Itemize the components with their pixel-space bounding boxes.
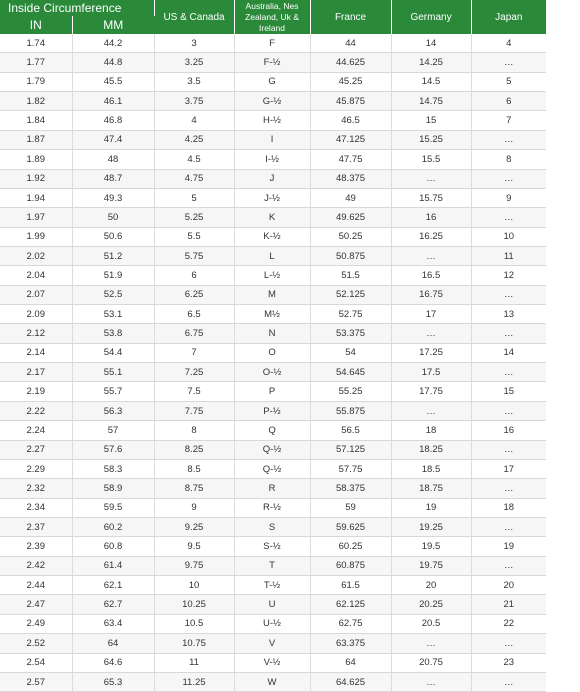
inches-cell: 2.32 [0, 479, 72, 498]
millimeters-cell: 56.3 [72, 401, 154, 420]
france-cell: 45.875 [310, 92, 391, 111]
japan-cell: 4 [471, 34, 546, 53]
table-row [0, 382, 546, 401]
france-cell: 54.645 [310, 363, 391, 382]
table-row [0, 401, 546, 420]
inches-cell: 2.47 [0, 595, 72, 614]
france-cell: 47.125 [310, 130, 391, 149]
table-row [0, 34, 546, 53]
table-row [0, 634, 546, 653]
germany-cell: 18 [391, 421, 471, 440]
germany-cell: 18.25 [391, 440, 471, 459]
australia-nz-uk-cell: Q [234, 421, 310, 440]
millimeters-cell: 59.5 [72, 498, 154, 517]
us-canada-cell: 7.75 [154, 401, 234, 420]
us-canada-cell: 7.25 [154, 363, 234, 382]
france-cell: 64 [310, 653, 391, 672]
millimeters-cell: 58.9 [72, 479, 154, 498]
us-canada-cell: 3.75 [154, 92, 234, 111]
japan-cell: 12 [471, 266, 546, 285]
germany-header: Germany [391, 0, 471, 34]
millimeters-cell: 46.1 [72, 92, 154, 111]
millimeters-cell: 60.2 [72, 517, 154, 536]
japan-cell: … [471, 634, 546, 653]
inches-cell: 2.02 [0, 246, 72, 265]
inches-cell: 2.57 [0, 672, 72, 691]
millimeters-cell: 64 [72, 634, 154, 653]
us-canada-cell: 5.75 [154, 246, 234, 265]
us-canada-cell: 11.25 [154, 672, 234, 691]
us-canada-cell: 8.5 [154, 459, 234, 478]
table-row [0, 479, 546, 498]
france-cell: 57.125 [310, 440, 391, 459]
japan-cell: … [471, 517, 546, 536]
australia-nz-uk-cell: I-½ [234, 150, 310, 169]
inches-cell: 2.19 [0, 382, 72, 401]
france-cell: 54 [310, 343, 391, 362]
us-canada-cell: 10.25 [154, 595, 234, 614]
france-cell: 44 [310, 34, 391, 53]
inches-cell: 2.22 [0, 401, 72, 420]
japan-cell: 10 [471, 227, 546, 246]
table-row [0, 53, 546, 72]
japan-cell: 11 [471, 246, 546, 265]
millimeters-cell: 55.1 [72, 363, 154, 382]
australia-nz-uk-cell: L [234, 246, 310, 265]
germany-cell: 20 [391, 576, 471, 595]
japan-cell: 20 [471, 576, 546, 595]
table-row [0, 111, 546, 130]
australia-nz-uk-cell: K-½ [234, 227, 310, 246]
australia-nz-uk-cell: O [234, 343, 310, 362]
us-canada-cell: 9.75 [154, 556, 234, 575]
millimeters-cell: 49.3 [72, 188, 154, 207]
germany-cell: … [391, 324, 471, 343]
germany-cell: … [391, 401, 471, 420]
japan-cell: 23 [471, 653, 546, 672]
australia-nz-uk-cell: V-½ [234, 653, 310, 672]
australia-nz-uk-cell: M [234, 285, 310, 304]
us-canada-cell: 10.75 [154, 634, 234, 653]
millimeters-cell: 62.7 [72, 595, 154, 614]
australia-nz-uk-cell: V [234, 634, 310, 653]
inches-cell: 2.24 [0, 421, 72, 440]
japan-cell: … [471, 479, 546, 498]
france-cell: 57.75 [310, 459, 391, 478]
france-cell: 52.75 [310, 305, 391, 324]
table-row [0, 246, 546, 265]
japan-cell: … [471, 285, 546, 304]
germany-cell: 17 [391, 305, 471, 324]
germany-cell: 15 [391, 111, 471, 130]
millimeters-cell: 50.6 [72, 227, 154, 246]
germany-cell: 15.25 [391, 130, 471, 149]
inches-cell: 2.39 [0, 537, 72, 556]
japan-cell: 6 [471, 92, 546, 111]
millimeters-cell: 57 [72, 421, 154, 440]
australia-nz-uk-cell: U [234, 595, 310, 614]
inside-circumference-header: Inside Circumference [0, 0, 154, 16]
japan-cell: 9 [471, 188, 546, 207]
japan-cell: 14 [471, 343, 546, 362]
us-canada-cell: 9 [154, 498, 234, 517]
us-canada-cell: 6 [154, 266, 234, 285]
us-canada-cell: 4.5 [154, 150, 234, 169]
millimeters-cell: 44.2 [72, 34, 154, 53]
inches-cell: 1.77 [0, 53, 72, 72]
germany-cell: 16.5 [391, 266, 471, 285]
australia-nz-uk-cell: G-½ [234, 92, 310, 111]
france-cell: 45.25 [310, 72, 391, 91]
millimeters-cell: 58.3 [72, 459, 154, 478]
table-header [0, 0, 546, 34]
france-cell: 64.625 [310, 672, 391, 691]
millimeters-cell: 47.4 [72, 130, 154, 149]
australia-nz-uk-cell: Q-½ [234, 459, 310, 478]
australia-nz-uk-header: Australia, Nes Zealand, Uk & Ireland [234, 0, 310, 34]
us-canada-cell: 7.5 [154, 382, 234, 401]
australia-nz-uk-cell: Q-½ [234, 440, 310, 459]
france-cell: 62.125 [310, 595, 391, 614]
inches-cell: 2.14 [0, 343, 72, 362]
us-canada-cell: 4 [154, 111, 234, 130]
inches-cell: 2.54 [0, 653, 72, 672]
us-canada-cell: 8 [154, 421, 234, 440]
germany-cell: 14 [391, 34, 471, 53]
table-row [0, 537, 546, 556]
france-cell: 55.875 [310, 401, 391, 420]
table-row [0, 150, 546, 169]
us-canada-cell: 4.75 [154, 169, 234, 188]
france-cell: 52.125 [310, 285, 391, 304]
australia-nz-uk-cell: I [234, 130, 310, 149]
france-cell: 62.75 [310, 614, 391, 633]
japan-cell: … [471, 440, 546, 459]
us-canada-cell: 10 [154, 576, 234, 595]
australia-nz-uk-cell: F-½ [234, 53, 310, 72]
germany-cell: 16.25 [391, 227, 471, 246]
france-cell: 49 [310, 188, 391, 207]
millimeters-cell: 57.6 [72, 440, 154, 459]
australia-nz-uk-cell: P-½ [234, 401, 310, 420]
france-cell: 44.625 [310, 53, 391, 72]
us-canada-cell: 6.75 [154, 324, 234, 343]
inches-cell: 2.49 [0, 614, 72, 633]
table-row [0, 324, 546, 343]
table-row [0, 188, 546, 207]
millimeters-cell: 64.6 [72, 653, 154, 672]
australia-nz-uk-cell: K [234, 208, 310, 227]
germany-cell: 19 [391, 498, 471, 517]
japan-cell: 18 [471, 498, 546, 517]
us-canada-cell: 3 [154, 34, 234, 53]
germany-cell: 15.5 [391, 150, 471, 169]
germany-cell: 15.75 [391, 188, 471, 207]
millimeters-cell: 48 [72, 150, 154, 169]
inches-cell: 1.74 [0, 34, 72, 53]
millimeters-cell: 63.4 [72, 614, 154, 633]
france-cell: 50.25 [310, 227, 391, 246]
us-canada-cell: 8.25 [154, 440, 234, 459]
millimeters-cell: 65.3 [72, 672, 154, 691]
millimeters-cell: 46.8 [72, 111, 154, 130]
table-row [0, 421, 546, 440]
table-row [0, 343, 546, 362]
australia-nz-uk-cell: H-½ [234, 111, 310, 130]
japan-cell: … [471, 363, 546, 382]
japan-cell: 19 [471, 537, 546, 556]
japan-cell: 22 [471, 614, 546, 633]
us-canada-header: US & Canada [154, 0, 234, 34]
table-row [0, 595, 546, 614]
germany-cell: 18.75 [391, 479, 471, 498]
germany-cell: 16.75 [391, 285, 471, 304]
table-row [0, 169, 546, 188]
millimeters-header: MM [72, 16, 154, 34]
inches-cell: 1.79 [0, 72, 72, 91]
australia-nz-uk-cell: P [234, 382, 310, 401]
inches-cell: 2.37 [0, 517, 72, 536]
australia-nz-uk-cell: T [234, 556, 310, 575]
germany-cell: … [391, 246, 471, 265]
us-canada-cell: 7 [154, 343, 234, 362]
inches-cell: 2.17 [0, 363, 72, 382]
inches-cell: 2.29 [0, 459, 72, 478]
france-header: France [310, 0, 391, 34]
australia-nz-uk-cell: R [234, 479, 310, 498]
table-row [0, 440, 546, 459]
australia-nz-uk-cell: O-½ [234, 363, 310, 382]
us-canada-cell: 5.5 [154, 227, 234, 246]
millimeters-cell: 53.8 [72, 324, 154, 343]
us-canada-cell: 11 [154, 653, 234, 672]
table-row [0, 556, 546, 575]
table-row [0, 208, 546, 227]
japan-cell: … [471, 324, 546, 343]
us-canada-cell: 10.5 [154, 614, 234, 633]
france-cell: 59.625 [310, 517, 391, 536]
germany-cell: 14.5 [391, 72, 471, 91]
millimeters-cell: 60.8 [72, 537, 154, 556]
millimeters-cell: 53.1 [72, 305, 154, 324]
inches-cell: 2.07 [0, 285, 72, 304]
table-row [0, 576, 546, 595]
germany-cell: 19.25 [391, 517, 471, 536]
france-cell: 50.875 [310, 246, 391, 265]
germany-cell: 14.25 [391, 53, 471, 72]
us-canada-cell: 5 [154, 188, 234, 207]
inches-cell: 2.42 [0, 556, 72, 575]
germany-cell: 19.75 [391, 556, 471, 575]
us-canada-cell: 9.25 [154, 517, 234, 536]
us-canada-cell: 8.75 [154, 479, 234, 498]
us-canada-cell: 3.5 [154, 72, 234, 91]
inches-cell: 2.44 [0, 576, 72, 595]
millimeters-cell: 62.1 [72, 576, 154, 595]
millimeters-cell: 48.7 [72, 169, 154, 188]
table-row [0, 130, 546, 149]
millimeters-cell: 54.4 [72, 343, 154, 362]
japan-cell: 8 [471, 150, 546, 169]
japan-cell: 5 [471, 72, 546, 91]
millimeters-cell: 55.7 [72, 382, 154, 401]
table-row [0, 227, 546, 246]
australia-nz-uk-cell: T-½ [234, 576, 310, 595]
japan-cell: 17 [471, 459, 546, 478]
australia-nz-uk-cell: F [234, 34, 310, 53]
australia-nz-uk-cell: U-½ [234, 614, 310, 633]
inches-cell: 2.34 [0, 498, 72, 517]
us-canada-cell: 9.5 [154, 537, 234, 556]
japan-cell: 21 [471, 595, 546, 614]
france-cell: 49.625 [310, 208, 391, 227]
germany-cell: 20.5 [391, 614, 471, 633]
germany-cell: 18.5 [391, 459, 471, 478]
table-row [0, 92, 546, 111]
inches-cell: 1.92 [0, 169, 72, 188]
japan-cell: … [471, 401, 546, 420]
japan-cell: 7 [471, 111, 546, 130]
france-cell: 60.25 [310, 537, 391, 556]
germany-cell: 20.75 [391, 653, 471, 672]
inches-cell: 1.89 [0, 150, 72, 169]
millimeters-cell: 51.9 [72, 266, 154, 285]
table-row [0, 285, 546, 304]
japan-cell: … [471, 208, 546, 227]
australia-nz-uk-cell: G [234, 72, 310, 91]
table-row [0, 614, 546, 633]
germany-cell: 20.25 [391, 595, 471, 614]
france-cell: 46.5 [310, 111, 391, 130]
france-cell: 60.875 [310, 556, 391, 575]
inches-cell: 1.97 [0, 208, 72, 227]
table-row [0, 498, 546, 517]
inches-cell: 1.82 [0, 92, 72, 111]
millimeters-cell: 44.8 [72, 53, 154, 72]
france-cell: 58.375 [310, 479, 391, 498]
france-cell: 63.375 [310, 634, 391, 653]
france-cell: 55.25 [310, 382, 391, 401]
australia-nz-uk-cell: S-½ [234, 537, 310, 556]
inches-cell: 1.84 [0, 111, 72, 130]
us-canada-cell: 6.5 [154, 305, 234, 324]
table-row [0, 363, 546, 382]
millimeters-cell: 50 [72, 208, 154, 227]
australia-nz-uk-cell: J-½ [234, 188, 310, 207]
australia-nz-uk-cell: M½ [234, 305, 310, 324]
us-canada-cell: 6.25 [154, 285, 234, 304]
table-row [0, 305, 546, 324]
japan-cell: 16 [471, 421, 546, 440]
us-canada-cell: 3.25 [154, 53, 234, 72]
millimeters-cell: 51.2 [72, 246, 154, 265]
germany-cell: 14.75 [391, 92, 471, 111]
inches-cell: 1.99 [0, 227, 72, 246]
germany-cell: 17.5 [391, 363, 471, 382]
japan-cell: … [471, 169, 546, 188]
australia-nz-uk-cell: W [234, 672, 310, 691]
germany-cell: 19.5 [391, 537, 471, 556]
table-row [0, 459, 546, 478]
germany-cell: 16 [391, 208, 471, 227]
france-cell: 56.5 [310, 421, 391, 440]
inches-cell: 2.12 [0, 324, 72, 343]
japan-header: Japan [471, 0, 546, 34]
france-cell: 51.5 [310, 266, 391, 285]
us-canada-cell: 5.25 [154, 208, 234, 227]
inches-cell: 2.27 [0, 440, 72, 459]
japan-cell: … [471, 556, 546, 575]
france-cell: 53.375 [310, 324, 391, 343]
table-row [0, 517, 546, 536]
inches-cell: 2.09 [0, 305, 72, 324]
australia-nz-uk-cell: L-½ [234, 266, 310, 285]
japan-cell: 13 [471, 305, 546, 324]
germany-cell: 17.25 [391, 343, 471, 362]
table-row [0, 672, 546, 691]
japan-cell: 15 [471, 382, 546, 401]
france-cell: 61.5 [310, 576, 391, 595]
us-canada-cell: 4.25 [154, 130, 234, 149]
australia-nz-uk-cell: J [234, 169, 310, 188]
table-body [0, 34, 546, 692]
table-row [0, 266, 546, 285]
france-cell: 48.375 [310, 169, 391, 188]
france-cell: 47.75 [310, 150, 391, 169]
australia-nz-uk-cell: S [234, 517, 310, 536]
germany-cell: 17.75 [391, 382, 471, 401]
inches-cell: 1.94 [0, 188, 72, 207]
millimeters-cell: 61.4 [72, 556, 154, 575]
millimeters-cell: 52.5 [72, 285, 154, 304]
germany-cell: … [391, 634, 471, 653]
inches-header: IN [0, 16, 72, 34]
table-row [0, 653, 546, 672]
germany-cell: … [391, 169, 471, 188]
japan-cell: … [471, 53, 546, 72]
table-row [0, 72, 546, 91]
millimeters-cell: 45.5 [72, 72, 154, 91]
japan-cell: … [471, 130, 546, 149]
australia-nz-uk-cell: N [234, 324, 310, 343]
australia-nz-uk-cell: R-½ [234, 498, 310, 517]
germany-cell: … [391, 672, 471, 691]
inches-cell: 2.04 [0, 266, 72, 285]
japan-cell: … [471, 672, 546, 691]
inches-cell: 2.52 [0, 634, 72, 653]
france-cell: 59 [310, 498, 391, 517]
inches-cell: 1.87 [0, 130, 72, 149]
